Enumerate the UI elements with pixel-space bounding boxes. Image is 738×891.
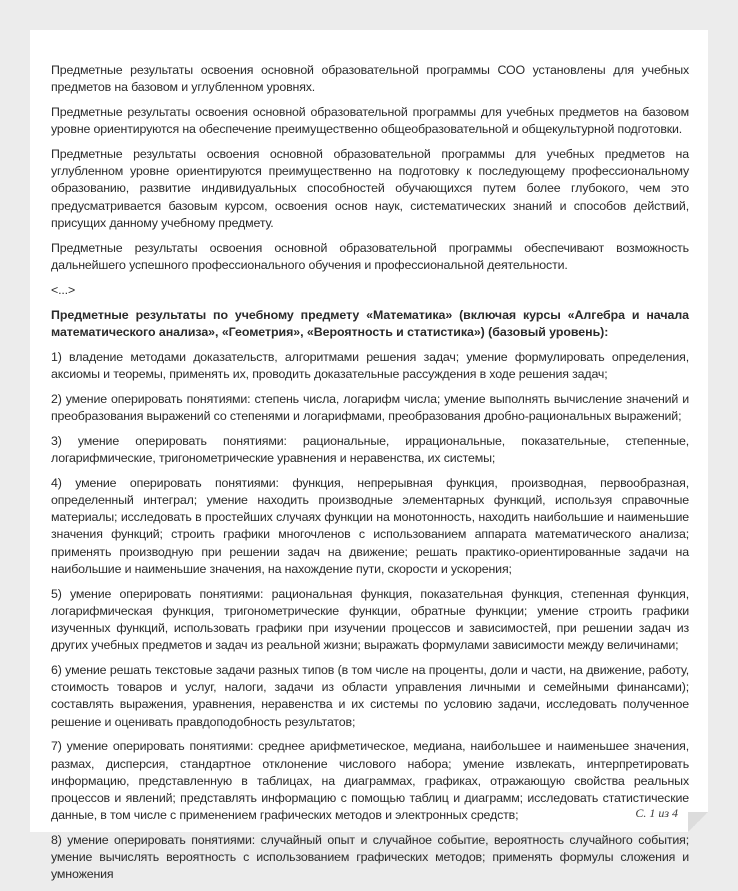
list-item: 7) умение оперировать понятиями: среднее арифметическое, медиана, наибольшее и наименьшее значения, размах, дисперсия, стандартное отклонение числового набора; умение извлекать, интерпретировать информацию, представленную в таблицах, на диаграммах, графиках, отражающую свойства реальных процессов и явлений; представлять информацию с помощью таблиц и диаграмм; исследовать статистические данные, в том числе с применением графических методов и электронных средств; bbox=[51, 739, 689, 823]
list-item: 8) умение оперировать понятиями: случайный опыт и случайное событие, вероятность случайного события; умение вычислять вероятность с использованием графических методов; применять формулы сложения и умножения bbox=[51, 833, 689, 882]
list-item: 4) умение оперировать понятиями: функция, непрерывная функция, производная, первообразная, определенный интеграл; умение находить производные элементарных функций, используя справочные материалы; исследовать в простейших случаях функции на монотонность, находить наибольшие и наименьшие значения функций; строить графики многочленов с использованием аппарата математического анализа; применять производную при решении задач на движение; решать практико-ориентированные задачи на наибольшие и наименьшие значения, на нахождение пути, скорости и ускорения; bbox=[51, 475, 689, 576]
intro-paragraph-2: Предметные результаты освоения основной образовательной программы для учебных предметов на базовом уровне ориентируются на обеспечение преимущественно общеобразовательной и общекультурной подготовки. bbox=[51, 105, 689, 137]
intro-paragraph-1: Предметные результаты освоения основной образовательной программы СОО установлены для учебных предметов на базовом и углубленном уровнях. bbox=[51, 63, 689, 95]
document-page bbox=[30, 30, 708, 882]
section-heading: Предметные результаты по учебному предмету «Математика» (включая курсы «Алгебра и начала математического анализа», «Геометрия», «Вероятность и статистика») (базовый уровень): bbox=[51, 307, 689, 340]
list-item: 3) умение оперировать понятиями: рациональные, иррациональные, показательные, степенные, логарифмические, тригонометрические уравнения и неравенства, их системы; bbox=[51, 433, 689, 466]
document-body bbox=[51, 62, 689, 891]
intro-paragraph-3: Предметные результаты освоения основной образовательной программы для учебных предметов на углубленном уровне ориентируются преимущественно на подготовку к последующему профессиональному образованию, развитие индивидуальных способностей обучающихся путем более глубокого, чем это предусматривается базовым курсом, освоения основ наук, систематических знаний и способов действий, присущих данному учебному предмету. bbox=[51, 147, 689, 230]
page-corner-fold-icon bbox=[688, 812, 708, 832]
omission-marker: <...> bbox=[51, 282, 76, 297]
page-number: С. 1 из 4 bbox=[635, 806, 678, 820]
list-item: 1) владение методами доказательств, алгоритмами решения задач; умение формулировать определения, аксиомы и теоремы, применять их, проводить доказательные рассуждения в ходе решения задач; bbox=[51, 349, 689, 382]
list-item: 5) умение оперировать понятиями: рациональная функция, показательная функция, степенная функция, логарифмическая функция, тригонометрические функции, обратные функции; умение строить графики изученных функций, использовать графики при изучении процессов и зависимостей, при решении задач из других учебных предметов и задач из реальной жизни; выражать формулами зависимости между величинами; bbox=[51, 586, 689, 653]
list-item: 6) умение решать текстовые задачи разных типов (в том числе на проценты, доли и части, на движение, работу, стоимость товаров и услуг, налоги, задачи из области управления личными и семейными финансами); составлять выражения, уравнения, неравенства и их системы по условию задачи, исследовать полученное решение и оценивать правдоподобность результатов; bbox=[51, 663, 689, 729]
intro-paragraph-4: Предметные результаты освоения основной образовательной программы обеспечивают возможность дальнейшего успешного профессионального обучения и профессиональной деятельности. bbox=[51, 240, 689, 272]
list-item: 2) умение оперировать понятиями: степень числа, логарифм числа; умение выполнять вычисление значений и преобразования выражений со степенями и логарифмами, преобразования дробно-рациональных выражений; bbox=[51, 391, 689, 424]
